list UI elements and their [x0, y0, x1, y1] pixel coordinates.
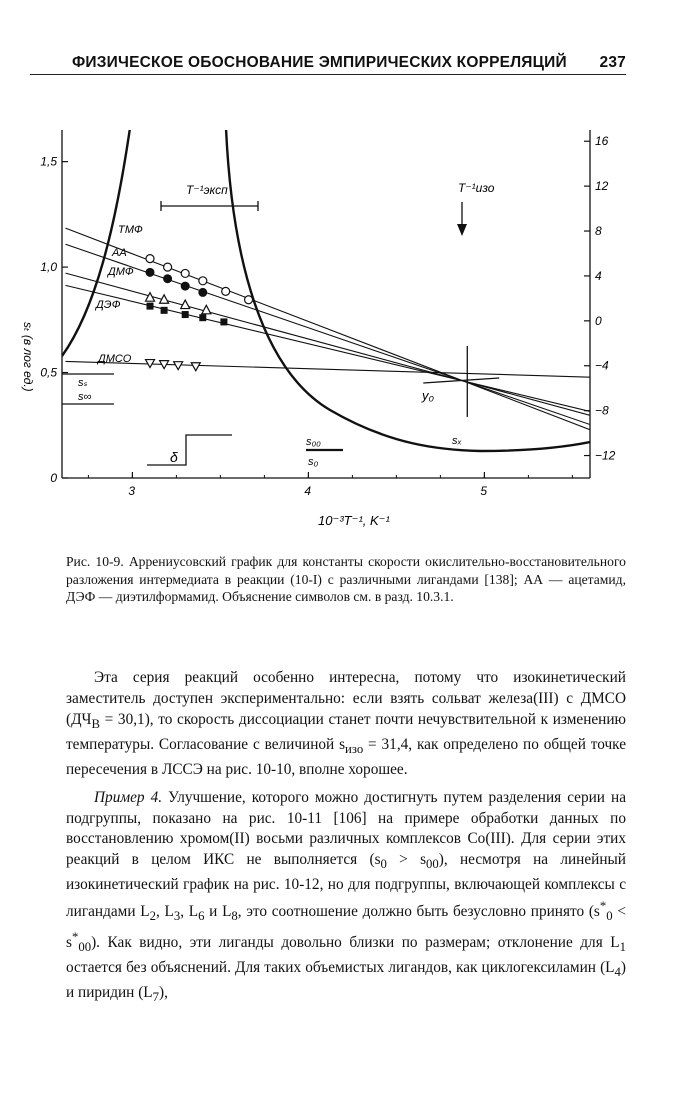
- example-label: Пример 4.: [94, 788, 163, 806]
- series-line-4: [66, 361, 590, 377]
- data-point-open-circle: [199, 277, 207, 285]
- curve-left-branch: [62, 128, 130, 356]
- series-line-2: [66, 273, 590, 415]
- y2-tick-label: 16: [595, 134, 609, 149]
- data-point-filled-circle: [146, 268, 154, 276]
- y2-tick-label: 4: [595, 268, 602, 283]
- t-iso-arrowhead: [457, 224, 467, 236]
- y-tick-label: 1,0: [40, 260, 57, 275]
- data-point-open-circle: [222, 287, 230, 295]
- series-label-dmso: ДМСО: [98, 353, 132, 365]
- y2-tick-label: 0: [595, 313, 602, 328]
- series-line-3: [66, 285, 590, 411]
- isokinetic-horizontal: [423, 378, 499, 383]
- data-point-filled-square: [182, 311, 189, 318]
- data-point-open-circle: [181, 269, 189, 277]
- caption-text: Аррениусовский график для константы скорости окислительно-восстановительного разложения интермедиата в реакции (10-I) с различными лигандами [138]; АА — ацетамид, ДЭФ — диэтилформамид. Объяснение символов см. в разд. 10.3.1.: [66, 554, 626, 604]
- paragraph-1: Эта серия реакций особенно интересна, потому что изокинетический заместитель доступен экспериментально: если взять сольват железа(III) с ДМСО $(ДЧ_B = 30,1)$, то скорость диссоциации станет почти нечувствительной к изменению температуры. Согласование с величиной $s_{изо} = 31,4$, как определено по общей точке пересечения в ЛССЭ на рис. 10-10, вполне хорошее.: [66, 669, 626, 778]
- x-axis-label: 10⁻³T⁻¹, K⁻¹: [318, 513, 390, 528]
- header-rule: [30, 74, 626, 75]
- data-point-filled-square: [220, 318, 227, 325]
- data-point-open-circle: [164, 263, 172, 271]
- arrhenius-chart: [0, 110, 699, 550]
- paragraph-2: Пример 4. Улучшение, которого можно достигнуть путем разделения серии на подгруппы, показано на рис. 10-11 [106] на примере обработки данных по восстановлению хромом(II) восьми различных комплексов Co(III). Для серии этих реакций в целом ИКС не выполняется $(s_0 > s_{00})$, несмотря на линейный изокинетический график на рис. 10-12, но для подгруппы, включающей комплексы с лигандами $L_2$, $L_3$, $L_6$ и $L_8$, это соотношение должно быть безусловно принято $(s^*_0 < s^*_{00})$. Как видно, эти лиганды довольно близки по размерам; отклонение для $L_1$ остается без объяснений. Для таких объемистых лигандов, как циклогексиламин $(L_4)$ и пиридин $(L_7)$,: [66, 788, 626, 1005]
- sx-label: sₓ: [452, 435, 462, 447]
- curve-sx: [226, 128, 590, 451]
- x-tick-label: 4: [304, 484, 312, 498]
- data-point-open-circle: [245, 296, 253, 304]
- running-head: [66, 52, 626, 76]
- t-exp-label: T⁻¹эксп: [186, 183, 228, 197]
- delta-step: [147, 435, 232, 465]
- data-point-open-circle: [146, 255, 154, 263]
- series-label-dmf: ДМФ: [108, 266, 134, 278]
- figure-caption: [66, 553, 626, 606]
- x-tick-label: 3: [128, 484, 136, 498]
- data-point-filled-circle: [181, 282, 189, 290]
- data-point-filled-square: [199, 314, 206, 321]
- x-tick-label: 5: [480, 484, 488, 498]
- y2-tick-label: −12: [595, 448, 616, 463]
- y-axis-label: sₜ (в лог ед.): [21, 322, 35, 392]
- s-0-label: s₀: [308, 456, 319, 468]
- data-point-filled-circle: [164, 275, 172, 283]
- y2-tick-label: 8: [595, 224, 602, 239]
- data-point-open-triangle: [202, 305, 211, 314]
- series-line-1: [66, 244, 590, 424]
- series-label-def: ДЭФ: [96, 299, 121, 311]
- data-point-filled-circle: [199, 288, 207, 296]
- data-point-filled-square: [161, 307, 168, 314]
- y2-tick-label: 12: [595, 179, 609, 194]
- caption-label: Рис. 10-9.: [66, 554, 124, 569]
- running-head-title: ФИЗИЧЕСКОЕ ОБОСНОВАНИЕ ЭМПИРИЧЕСКИХ КОРРЕЛЯЦИЙ: [72, 54, 567, 71]
- data-point-open-inverted-triangle: [191, 363, 200, 371]
- t-iso-label: T⁻¹изо: [458, 181, 495, 195]
- series-label-aa: АА: [112, 247, 127, 259]
- series-line-0: [66, 228, 590, 430]
- series-label-tmf: ТМФ: [118, 224, 143, 236]
- data-point-open-inverted-triangle: [174, 362, 183, 370]
- data-point-filled-square: [147, 303, 154, 310]
- body-text: [66, 668, 626, 1008]
- delta-label: δ: [170, 449, 178, 465]
- y-tick-label: 0,5: [40, 365, 57, 380]
- s-s-label: sₛ: [78, 377, 88, 389]
- y-tick-label: 0: [50, 471, 57, 485]
- s-00-label: s₀₀: [306, 436, 321, 448]
- s-inf-label: s∞: [78, 391, 92, 403]
- page-number: 237: [599, 54, 626, 71]
- y0-label: y₀: [422, 388, 434, 403]
- y-tick-label: 1,5: [40, 154, 57, 169]
- y2-tick-label: −8: [595, 403, 609, 418]
- y2-tick-label: −4: [595, 358, 609, 373]
